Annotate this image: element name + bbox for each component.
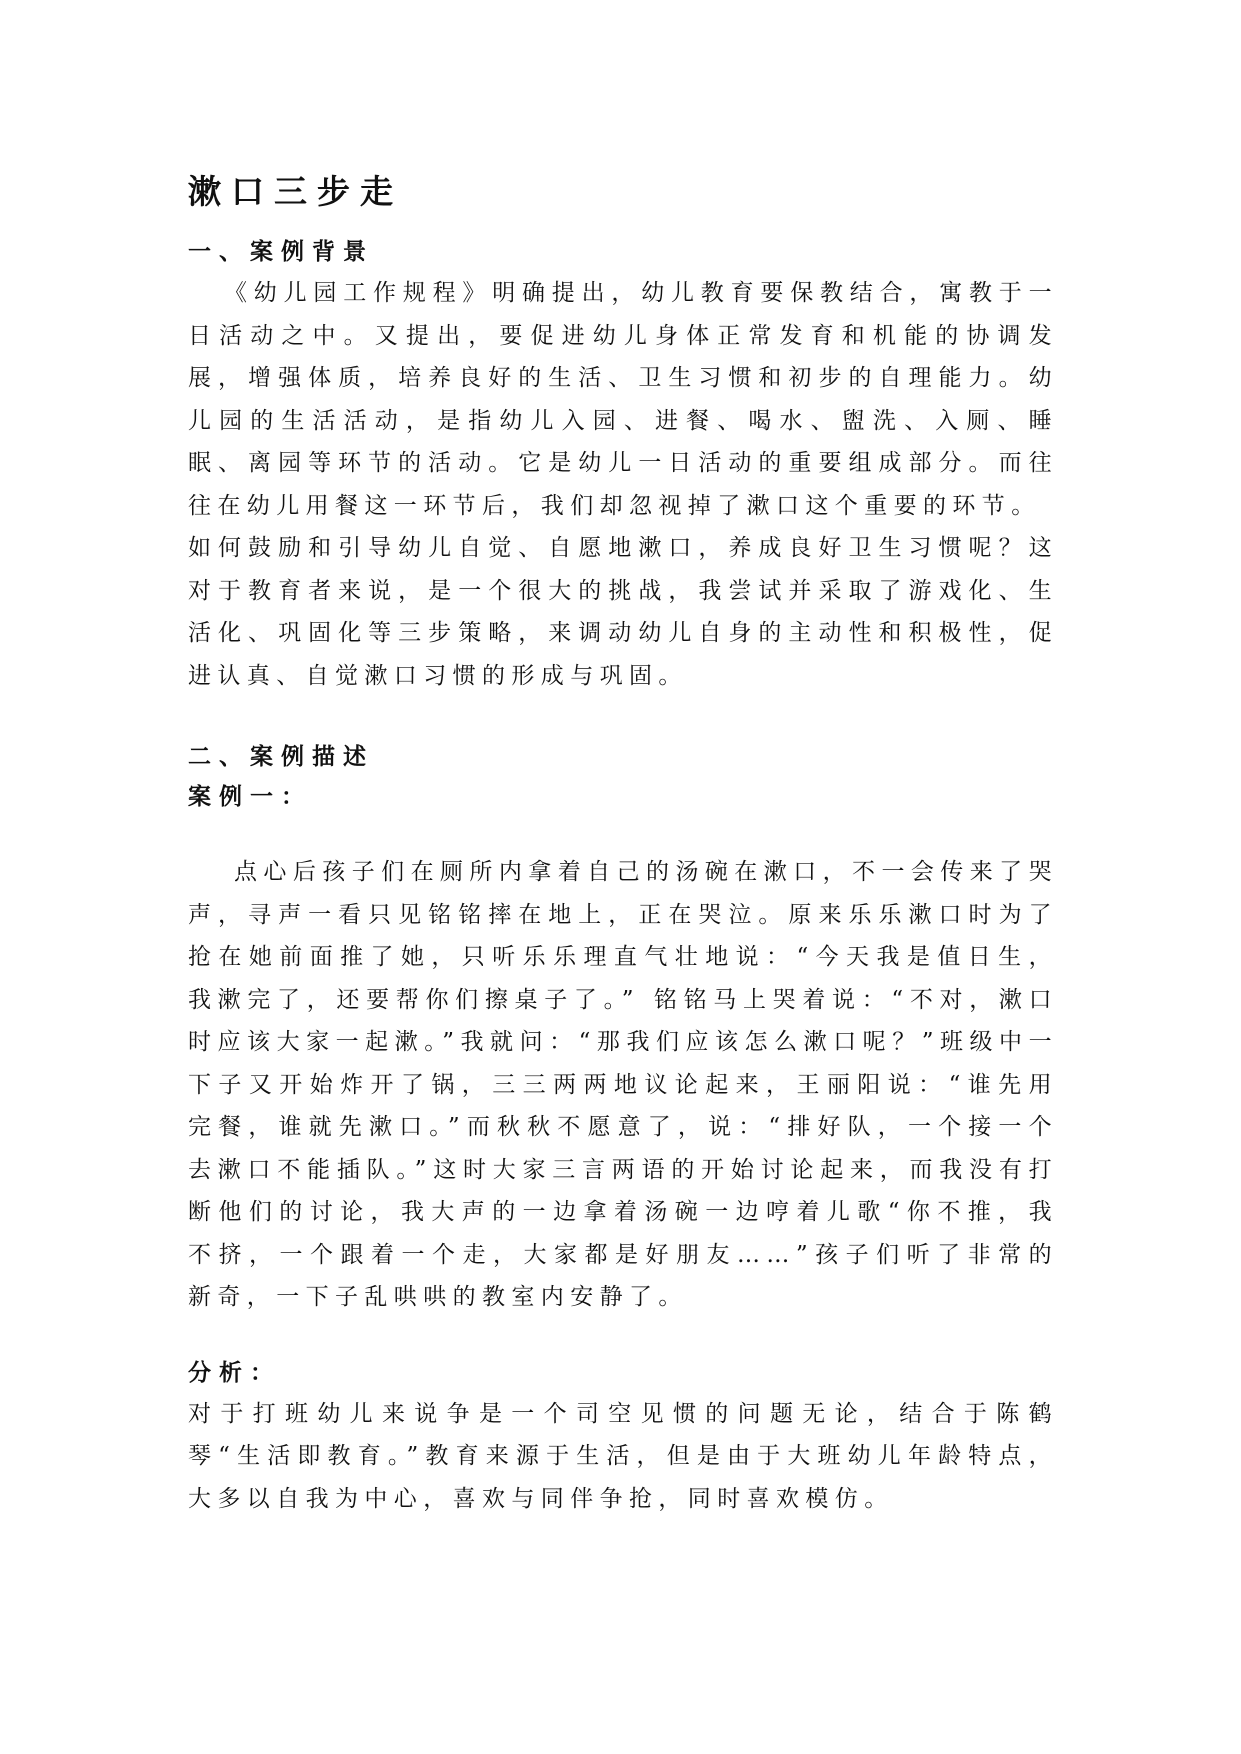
document-title: 漱口三步走 bbox=[188, 172, 403, 211]
background-paragraph-1: 《幼儿园工作规程》明确提出，幼儿教育要保教结合，寓教于一日活动之中。又提出，要促进幼儿身体正常发育和机能的协调发展，增强体质，培养良好的生活、卫生习惯和初步的自理能力。幼儿园的生活活动，是指幼儿入园、进餐、喝水、盥洗、入厕、睡眠、离园等环节的活动。它是幼儿一日活动的重要组成部分。而往往在幼儿用餐这一环节后，我们却忽视掉了漱口这个重要的环节。 bbox=[188, 280, 1058, 519]
spacer bbox=[188, 817, 1058, 851]
spacer bbox=[188, 1319, 1058, 1353]
analysis-paragraph: 对于打班幼儿来说争是一个司空见惯的问题无论，结合于陈鹤琴“生活即教育。”教育来源于生活，但是由于大班幼儿年龄特点，大多以自我为中心，喜欢与同伴争抢，同时喜欢模仿。 bbox=[188, 1400, 1058, 1512]
section-heading-background: 一、案例背景 bbox=[188, 238, 374, 265]
analysis-label: 分析： bbox=[188, 1358, 281, 1386]
case-one-label: 案例一： bbox=[188, 783, 312, 810]
section-heading-description: 二、案例描述 bbox=[188, 743, 374, 770]
spacer bbox=[188, 697, 1058, 737]
background-paragraph-2: 如何鼓励和引导幼儿自觉、自愿地漱口，养成良好卫生习惯呢？这对于教育者来说，是一个很大的挑战，我尝试并采取了游戏化、生活化、巩固化等三步策略，来调动幼儿自身的主动性和积极性，促进认真、自觉漱口习惯的形成与巩固。 bbox=[188, 535, 1058, 689]
case-one-paragraph: 点心后孩子们在厕所内拿着自己的汤碗在漱口，不一会传来了哭声，寻声一看只见铭铭摔在地上，正在哭泣。原来乐乐漱口时为了抢在她前面推了她，只听乐乐理直气壮地说：“今天我是值日生，我漱完了，还要帮你们擦桌子了。” 铭铭马上哭着说：“不对，漱口时应该大家一起漱。”我就问：“那我们应该怎么漱口呢？”班级中一下子又开始炸开了锅，三三两两地议论起来，王丽阳说：“谁先用完餐，谁就先漱口。”而秋秋不愿意了，说：“排好队，一个接一个去漱口不能插队。”这时大家三言两语的开始讨论起来，而我没有打断他们的讨论，我大声的一边拿着汤碗一边哼着儿歌“你不推，我不挤，一个跟着一个走，大家都是好朋友……”孩子们听了非常的新奇，一下子乱哄哄的教室内安静了。 bbox=[188, 859, 1058, 1310]
document-page bbox=[188, 170, 1058, 1520]
